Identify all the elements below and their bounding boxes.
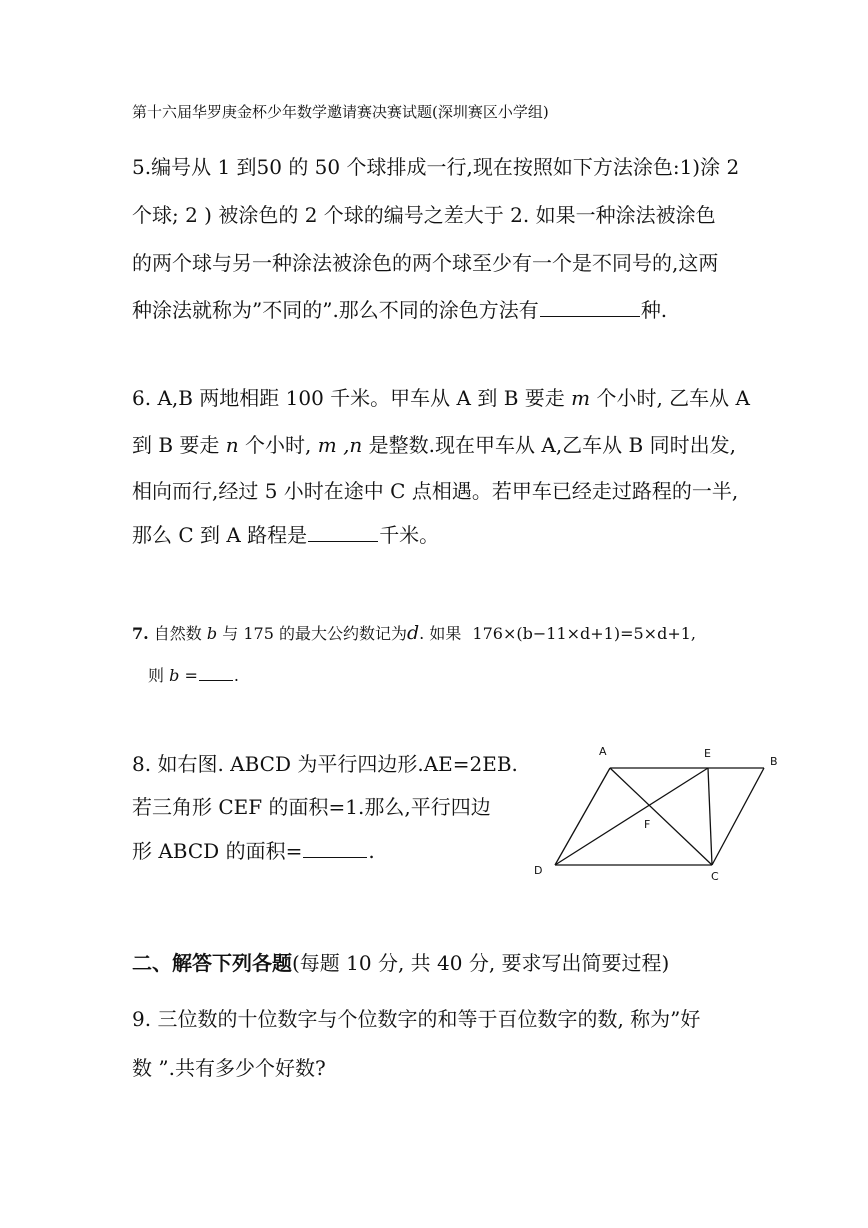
- label-a: A: [599, 745, 607, 758]
- q5-line-4-end: 种.: [640, 298, 668, 322]
- q6-line-2-a: 到 B 要走: [132, 433, 220, 457]
- q6-line-1-b: 个小时, 乙车从 A: [596, 386, 750, 410]
- q8-line-3-text: 形 ABCD 的面积=: [132, 839, 303, 863]
- q7-line-1-b: 与 175 的最大公约数记为: [222, 624, 407, 643]
- label-c: C: [711, 870, 719, 883]
- segment-ec: [708, 768, 712, 865]
- q7-line-2-end: .: [233, 666, 239, 685]
- q6-var-n: n: [225, 433, 239, 457]
- q6-line-4-end: 千米。: [379, 523, 440, 547]
- q6-line-2-b: 个小时,: [245, 433, 312, 457]
- q5-line-4: [132, 294, 667, 323]
- section-2-heading: [132, 947, 669, 976]
- q7-line-2: [148, 663, 239, 686]
- q9-line-1: 9. 三位数的十位数字与个位数字的和等于百位数字的数, 称为”好: [132, 1007, 701, 1031]
- label-f: F: [644, 818, 651, 831]
- q6-answer-blank[interactable]: [308, 523, 378, 542]
- q6-line-1: [132, 382, 750, 411]
- parallelogram-figure: [520, 735, 800, 885]
- label-d: D: [534, 864, 543, 877]
- q7-line-1-c: . 如果: [419, 624, 462, 643]
- q5-line-2: 个球; 2 ) 被涂色的 2 个球的编号之差大于 2. 如果一种涂法被涂色: [132, 203, 716, 227]
- q5-line-1: 5.编号从 1 到50 的 50 个球排成一行,现在按照如下方法涂色:1)涂 2: [132, 155, 740, 179]
- q7-answer-blank[interactable]: [199, 666, 233, 681]
- q8-answer-blank[interactable]: [303, 839, 367, 858]
- q6-line-2-c: 是整数.现在甲车从 A,乙车从 B 同时出发,: [368, 433, 736, 457]
- q8-line-3-end: .: [368, 839, 375, 863]
- q7-equation: 176×(b−11×d+1)=5×d+1,: [472, 624, 696, 643]
- label-e: E: [704, 747, 711, 760]
- q7-line-1: [132, 621, 696, 644]
- label-b: B: [770, 755, 778, 768]
- q6-line-4: [132, 519, 439, 548]
- q6-line-4-text: 那么 C 到 A 路程是: [132, 523, 308, 547]
- q7-var-b: b: [206, 624, 218, 643]
- q6-var-m: m: [571, 386, 591, 410]
- diagonal-ac: [610, 768, 712, 865]
- q5-answer-blank[interactable]: [540, 298, 640, 317]
- q7-line-1-a: 自然数: [153, 624, 202, 643]
- q5-line-3: 的两个球与另一种涂法被涂色的两个球至少有一个是不同号的,这两: [132, 251, 719, 275]
- q5-line-4-text: 种涂法就称为”不同的”.那么不同的涂色方法有: [132, 298, 539, 322]
- q8-line-3: [132, 835, 375, 864]
- exam-header: 第十六届华罗庚金杯少年数学邀请赛决赛试题(深圳赛区小学组): [132, 103, 549, 121]
- q7-var-d: d: [406, 622, 420, 644]
- q7-line-2-a: 则: [148, 666, 165, 685]
- q9-line-2: 数 ”.共有多少个好数?: [132, 1056, 326, 1080]
- q8-line-1: 8. 如右图. ABCD 为平行四边形.AE=2EB.: [132, 752, 518, 776]
- edge-da: [555, 768, 610, 865]
- section-2-note: (每题 10 分, 共 40 分, 要求写出简要过程): [292, 951, 670, 975]
- q6-line-1-a: 6. A,B 两地相距 100 千米。甲车从 A 到 B 要走: [132, 386, 565, 410]
- section-2-title: 二、解答下列各题: [132, 951, 292, 975]
- q8-line-2: 若三角形 CEF 的面积=1.那么,平行四边: [132, 795, 491, 819]
- q7-number: 7.: [132, 624, 149, 643]
- q6-line-3: 相向而行,经过 5 小时在途中 C 点相遇。若甲车已经走过路程的一半,: [132, 479, 739, 503]
- q7-line-2-b: b =: [169, 666, 198, 685]
- edge-bc: [712, 768, 764, 865]
- q6-var-mn: m ,n: [317, 433, 363, 457]
- q6-line-2: [132, 429, 736, 458]
- segment-de: [555, 768, 708, 865]
